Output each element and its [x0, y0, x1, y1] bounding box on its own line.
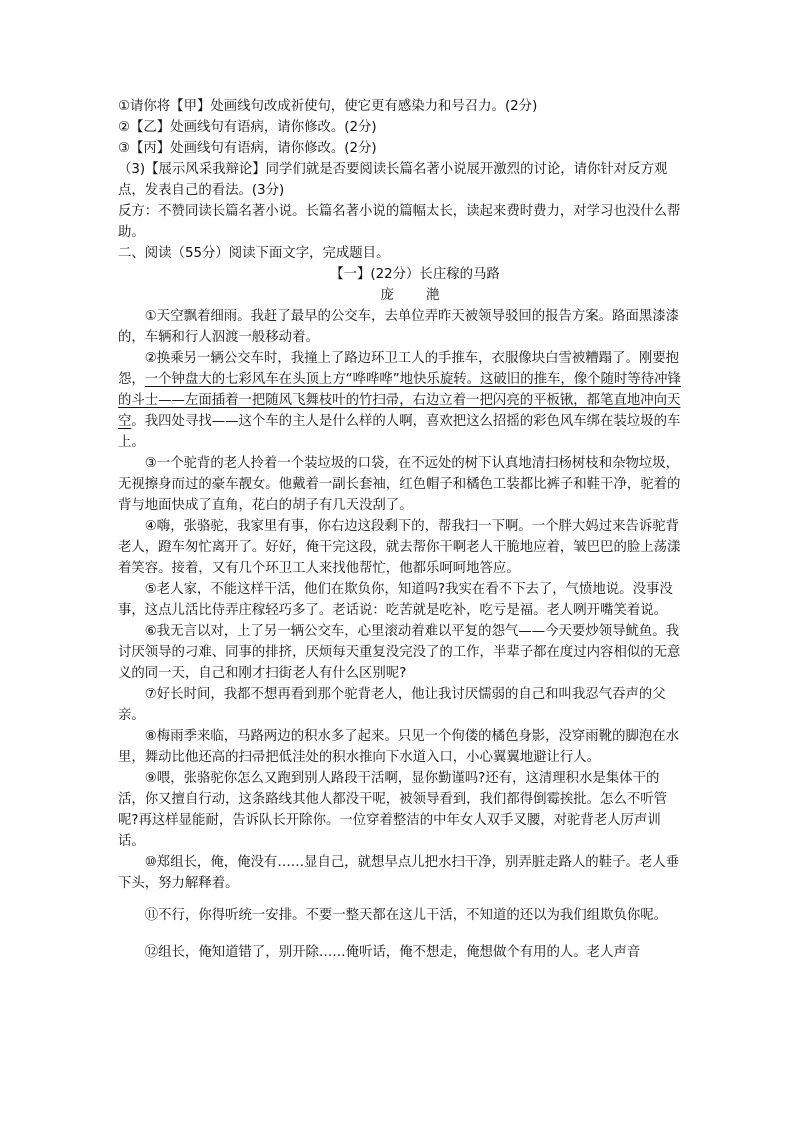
question-2: ②【乙】处画线句有语病，请你修改。(2分) [118, 120, 377, 135]
section-heading: 二、阅读（55分）阅读下面文字，完成题目。 [118, 246, 390, 261]
question-3: ③【丙】处画线句有语病，请你修改。(2分) [118, 141, 377, 156]
paragraph-12: ⑫组长，俺知道错了，别开除……俺听话，俺不想走，俺想做个有用的人。老人声音 [144, 945, 641, 960]
paragraph-3: ③一个驼背的老人拎着一个装垃圾的口袋，在不远处的树下认真地清扫杨树枝和杂物垃圾，无视擦身而过的豪车靓女。他戴着一副长套袖，红色帽子和橘色工装都比裤子和鞋干净，驼着的背与地面快成了直角，花白的胡子有几天没刮了。 [118, 456, 681, 513]
paragraph-6: ⑥我无言以对，上了另一辆公交车，心里滚动着难以平复的怨气——今天要炒领导鱿鱼。我讨厌领导的刁难、同事的排挤，厌烦每天重复没完没了的工作，半辈子都在度过内容相似的无意义的同一天，自己和刚才扫街老人有什么区别呢? [118, 624, 681, 681]
paragraph-7: ⑦好长时间，我都不想再看到那个驼背老人，他让我讨厌懦弱的自己和叫我忍气吞声的父亲。 [118, 687, 666, 723]
article-title: 【一】(22分）长庄稼的马路 [330, 267, 500, 282]
paragraph-4: ④嗨，张骆驼，我家里有事，你右边这段剩下的，帮我扫一下啊。一个胖大妈过来告诉驼背老人，蹬车匆忙离开了。好好，俺干完这段，就去帮你干啊老人干脆地应着，皱巴巴的脸上荡漾着笑容。接着，又有几个环卫工人来找他帮忙，他都乐呵呵地答应。 [118, 519, 681, 576]
paragraph-1: ①天空飘着细雨。我赶了最早的公交车，去单位弄昨天被领导驳回的报告方案。路面黑漆漆的，车辆和行人泅渡一般移动着。 [118, 309, 680, 345]
paragraph-2-underlined: 一个钟盘大的七彩风车在头顶上方“哗哗哗”地快乐旋转。这破旧的推车，像个随时等待冲锋的斗士——左面插着一把随风飞舞枝叶的竹扫帚，右边立着一把闪亮的平板锹，都笔直地冲向天空 [118, 372, 681, 429]
question-4: （3)【展示风采我辩论】同学们就是否要阅读长篇名著小说展开激烈的讨论，请你针对反方观点，发表自己的看法。(3分) [118, 162, 668, 198]
paragraph-2-text-a: ②换乘另一辆公交车时，我撞上了路边环卫工人的手推车，衣服像块白雪被糟蹋了。刚要抱怨， [118, 351, 680, 387]
paragraph-10: ⑩郑组长，俺，俺没有……显自己，就想早点儿把水扫干净，别弄脏走路人的鞋子。老人垂下头，努力解释着。 [118, 855, 680, 891]
question-1: ①请你将【甲】处画线句改成祈使句，使它更有感染力和号召力。(2分) [118, 99, 538, 114]
document-content [118, 96, 686, 968]
paragraph-11: ⑪不行，你得听统一安排。不要一整天都在这儿干活，不知道的还以为我们组欺负你呢。 [144, 908, 668, 923]
paragraph-2 [118, 348, 686, 453]
paragraph-9: ⑨喂，张骆驼你怎么又跑到别人路段干活啊，显你勤谨吗?还有，这清理积水是集体干的活，你又擅自行动，这条路线其他人都没干呢，被领导看到，我们都得倒霉挨批。怎么不听管呢?再这样显能耐，告诉队长开除你。一位穿着整洁的中年女人双手叉腰，对驼背老人厉声训话。 [118, 771, 668, 849]
question-4-con-view: 反方：不赞同读长篇名著小说。长篇名著小说的篇幅太长，读起来费时费力，对学习也没什么帮助。 [118, 204, 681, 240]
article-author: 庞 滟 [380, 288, 454, 303]
paragraph-5: ⑤老人家，不能这样干活，他们在欺负你，知道吗?我实在看不下去了，气愤地说。没事没事，这点儿活比侍弄庄稼轻巧多了。老话说：吃苦就是吃补，吃亏是福。老人咧开嘴笑着说。 [118, 582, 673, 618]
paragraph-8: ⑧梅雨季来临，马路两边的积水多了起来。只见一个佝偻的橘色身影，没穿雨靴的脚泡在水里，舞动比他还高的扫帚把低洼处的积水推向下水道入口，小心翼翼地避让行人。 [118, 729, 680, 765]
paragraph-2-text-b: 。我四处寻找——这个车的主人是什么样的人啊，喜欢把这么招摇的彩色风车绑在装垃圾的车上。 [118, 414, 681, 450]
